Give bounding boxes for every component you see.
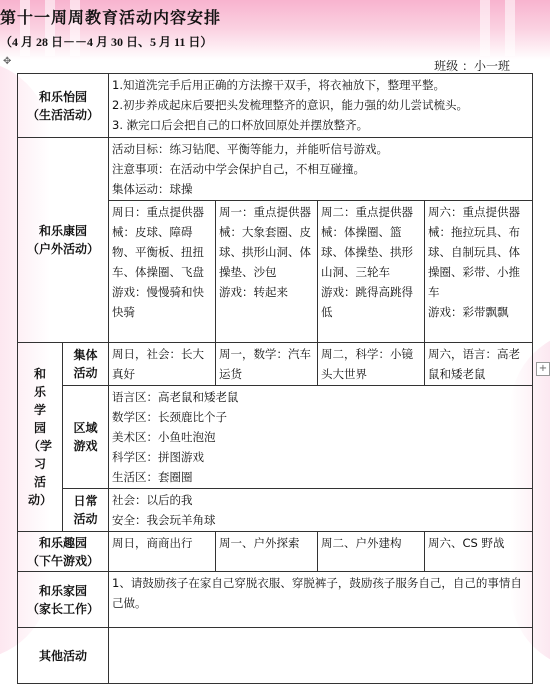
area-item: 美术区：小鱼吐泡泡 xyxy=(112,430,216,444)
group-activity-label: 集体 活动 xyxy=(63,343,109,386)
group-activity-cell: 周六，语言：高老鼠和矮老鼠 xyxy=(425,343,533,386)
daily-item: 安全：我会玩羊角球 xyxy=(112,513,216,527)
outdoor-day-cell: 周一：重点提供器械：大象套圈、皮球、拱形山洞、体操垫、沙包 游戏：转起来 xyxy=(216,201,318,343)
group-activity-cell: 周一，数学：汽车运货 xyxy=(216,343,318,386)
area-game-label: 区域 游戏 xyxy=(63,386,109,489)
afternoon-cell: 周日，商商出行 xyxy=(109,532,216,572)
area-item: 语言区：高老鼠和矮老鼠 xyxy=(112,390,239,404)
group-activity-cell: 周日，社会：长大真好 xyxy=(109,343,216,386)
afternoon-cell: 周一、户外探索 xyxy=(216,532,318,572)
home-row xyxy=(18,572,533,628)
other-label: 其他活动 xyxy=(18,628,109,684)
area-item: 生活区：套圈圈 xyxy=(112,470,193,484)
outdoor-day-cell: 周二：重点提供器械：体操圈、篮球、体操垫、拱形山洞、三轮车 游戏：跳得高跳得低 xyxy=(318,201,425,343)
other-row xyxy=(18,628,533,684)
learning-area-row xyxy=(18,386,533,489)
page-title: 第十一周周教育活动内容安排 xyxy=(0,10,222,27)
life-label: 和乐怡园 （生活活动） xyxy=(18,74,109,138)
home-label: 和乐家园 （家长工作） xyxy=(18,572,109,628)
life-item: 1.知道洗完手后用正确的方法擦干双手，将衣袖放下，整理平整。 xyxy=(112,78,445,92)
date-range: （4 月 28 日－－4 月 30 日、5 月 11 日） xyxy=(0,35,213,49)
add-row-icon[interactable]: + xyxy=(536,362,550,376)
life-content xyxy=(109,74,533,138)
group-activity-cell: 周二，科学：小镜头大世界 xyxy=(318,343,425,386)
outdoor-group: 集体运动：球操 xyxy=(112,182,193,196)
afternoon-cell: 周六、CS 野战 xyxy=(425,532,533,572)
move-handle-icon[interactable]: ✥ xyxy=(3,56,12,67)
outdoor-day-cell: 周日：重点提供器械：皮球、障碍物、平衡板、扭扭车、体操圈、飞盘 游戏：慢慢骑和快快骑 xyxy=(109,201,216,343)
schedule-table xyxy=(17,73,533,684)
area-item: 数学区：长颈鹿比个子 xyxy=(112,410,228,424)
area-item: 科学区：拼图游戏 xyxy=(112,450,205,464)
learning-label: 和 乐 学 园 （学 习 活 动） xyxy=(18,343,63,532)
outdoor-day-cell: 周六：重点提供器械：拖拉玩具、布球、自制玩具、体操圈、彩带、小推车 游戏：彩带飘飘 xyxy=(425,201,533,343)
home-content: 1、请鼓励孩子在家自己穿脱衣服、穿脱裤子，鼓励孩子服务自己，自己的事情自己做。 xyxy=(109,572,533,628)
life-item: 3. 漱完口后会把自己的口杯放回原处并摆放整齐。 xyxy=(112,118,369,132)
outdoor-summary xyxy=(109,138,533,201)
outdoor-note: 注意事项：在活动中学会保护自己，不相互碰撞。 xyxy=(112,162,366,176)
afternoon-cell: 周二、户外建构 xyxy=(318,532,425,572)
class-label: 班级 ：小一班 xyxy=(434,59,510,73)
learning-group-row xyxy=(18,343,533,386)
daily-activity-label: 日常 活动 xyxy=(63,489,109,532)
afternoon-row xyxy=(18,532,533,572)
life-row xyxy=(18,74,533,138)
daily-activity-content xyxy=(109,489,533,532)
daily-item: 社会：以后的我 xyxy=(112,493,193,507)
area-game-content xyxy=(109,386,533,489)
outdoor-row xyxy=(18,138,533,201)
outdoor-label: 和乐康园 （户外活动） xyxy=(18,138,109,343)
learning-daily-row xyxy=(18,489,533,532)
outdoor-goal: 活动目标：练习钻爬、平衡等能力，并能听信号游戏。 xyxy=(112,142,389,156)
other-content xyxy=(109,628,533,684)
life-item: 2.初步养成起床后要把头发梳理整齐的意识，能力强的幼儿尝试梳头。 xyxy=(112,98,468,112)
afternoon-label: 和乐趣园 （下午游戏） xyxy=(18,532,109,572)
